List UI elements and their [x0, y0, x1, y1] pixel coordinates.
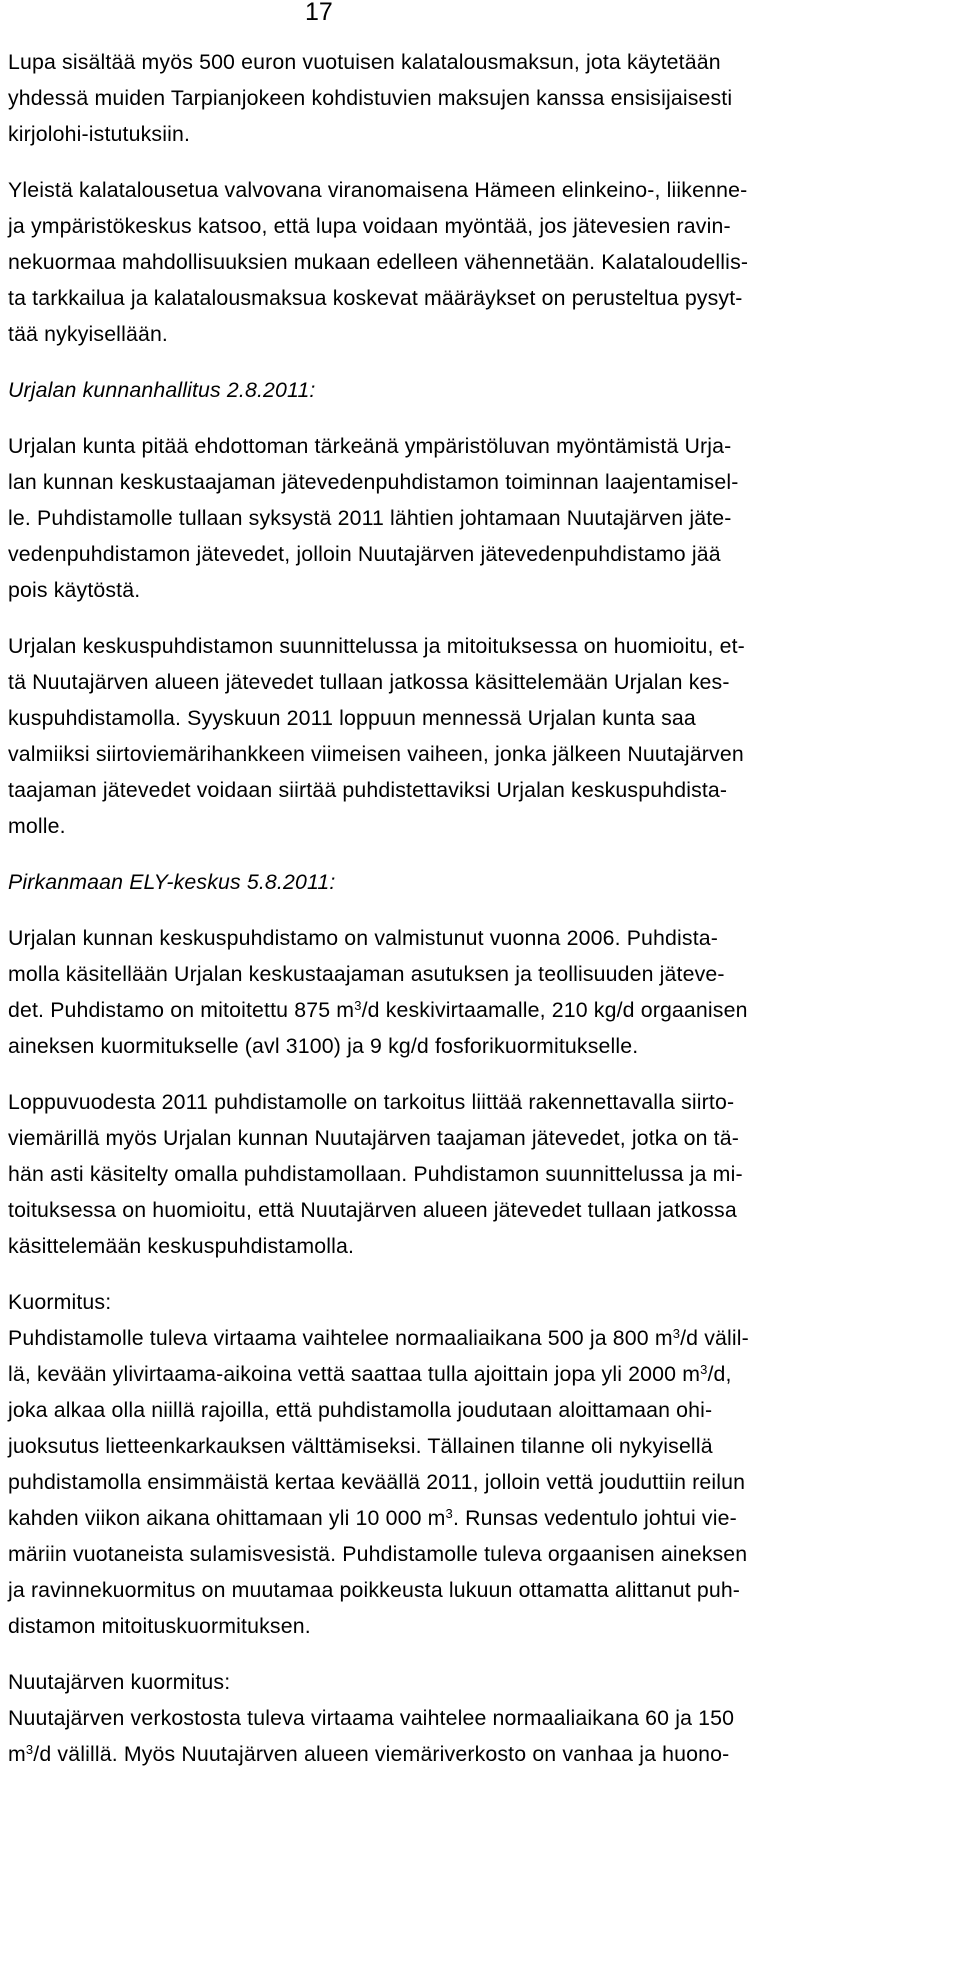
text-line — [8, 1320, 749, 1356]
text-line: Lupa sisältää myös 500 euron vuotuisen kalatalousmaksun, jota käytetään — [8, 50, 721, 74]
section-heading: Pirkanmaan ELY-keskus 5.8.2011: — [8, 870, 336, 894]
superscript: 3 — [700, 1362, 708, 1377]
superscript: 3 — [445, 1506, 453, 1521]
text-line — [8, 1736, 729, 1772]
text-line: toituksessa on huomioitu, että Nuutajärven alueen jätevedet tullaan jatkossa — [8, 1198, 737, 1222]
text-line: joka alkaa olla niillä rajoilla, että puhdistamolla joudutaan aloittamaan ohi- — [8, 1398, 713, 1422]
text-line: ja ympäristökeskus katsoo, että lupa voidaan myöntää, jos jätevesien ravin- — [8, 214, 731, 238]
text-line — [8, 992, 748, 1028]
text-line: kuspuhdistamolla. Syyskuun 2011 loppuun mennessä Urjalan kunta saa — [8, 706, 696, 730]
text-line: pois käytöstä. — [8, 578, 141, 602]
text-line: juoksutus lietteenkarkauksen välttämiseksi. Tällainen tilanne oli nykyisellä — [8, 1434, 713, 1458]
superscript: 3 — [25, 1742, 34, 1757]
text-span: det. Puhdistamo on mitoitettu 875 m — [8, 998, 355, 1022]
text-line: lan kunnan keskustaajaman jätevedenpuhdistamon toiminnan laajentamisel- — [8, 470, 739, 494]
text-line: viemärillä myös Urjalan kunnan Nuutajärven taajaman jätevedet, jotka on tä- — [8, 1126, 739, 1150]
superscript: 3 — [672, 1326, 681, 1341]
text-line: ta tarkkailua ja kalatalousmaksua koskevat määräykset on perusteltua pysyt- — [8, 286, 743, 310]
text-line: Urjalan kunnan keskuspuhdistamo on valmistunut vuonna 2006. Puhdista- — [8, 926, 719, 950]
section-heading: Kuormitus: — [8, 1290, 112, 1314]
section-heading: Nuutajärven kuormitus: — [8, 1670, 231, 1694]
text-span: . Runsas vedentulo johtui vie- — [452, 1506, 737, 1530]
text-span: kahden viikon aikana ohittamaan yli 10 000 m — [8, 1506, 446, 1530]
text-line: Nuutajärven verkostosta tuleva virtaama vaihtelee normaaliaikana 60 ja 150 — [8, 1706, 735, 1730]
text-line: Yleistä kalatalousetua valvovana viranomaisena Hämeen elinkeino-, liikenne- — [8, 178, 748, 202]
text-line: le. Puhdistamolle tullaan syksystä 2011 lähtien johtamaan Nuutajärven jäte- — [8, 506, 732, 530]
text-line: molla käsitellään Urjalan keskustaajaman asutuksen ja teollisuuden jäteve- — [8, 962, 725, 986]
text-span: /d välil- — [680, 1326, 749, 1350]
text-line: nekuormaa mahdollisuuksien mukaan edelleen vähennetään. Kalataloudellis- — [8, 250, 749, 274]
text-line: molle. — [8, 814, 66, 838]
text-line: tää nykyisellään. — [8, 322, 168, 346]
text-line: valmiiksi siirtoviemärihankkeen viimeisen vaiheen, jonka jälkeen Nuutajärven — [8, 742, 744, 766]
text-span: /d keskivirtaamalle, 210 kg/d orgaanisen — [361, 998, 748, 1022]
text-span: /d välillä. Myös Nuutajärven alueen viemäriverkosto on vanhaa ja huono- — [33, 1742, 730, 1766]
text-line — [8, 1500, 737, 1536]
text-line: ja ravinnekuormitus on muutamaa poikkeusta lukuun ottamatta alittanut puh- — [8, 1578, 741, 1602]
text-line: aineksen kuormitukselle (avl 3100) ja 9 kg/d fosforikuormitukselle. — [8, 1034, 639, 1058]
text-line: puhdistamolla ensimmäistä kertaa keväällä 2011, jolloin vettä jouduttiin reilun — [8, 1470, 746, 1494]
section-heading: Urjalan kunnanhallitus 2.8.2011: — [8, 378, 316, 402]
text-line: käsittelemään keskuspuhdistamolla. — [8, 1234, 355, 1258]
text-line: Loppuvuodesta 2011 puhdistamolle on tarkoitus liittää rakennettavalla siirto- — [8, 1090, 735, 1114]
text-line: märiin vuotaneista sulamisvesistä. Puhdistamolle tuleva orgaanisen aineksen — [8, 1542, 748, 1566]
superscript: 3 — [354, 998, 362, 1013]
text-line: kirjolohi-istutuksiin. — [8, 122, 191, 146]
text-line: distamon mitoituskuormituksen. — [8, 1614, 311, 1638]
text-line: hän asti käsitelty omalla puhdistamollaan. Puhdistamon suunnittelussa ja mi- — [8, 1162, 743, 1186]
text-line: tä Nuutajärven alueen jätevedet tullaan jatkossa käsittelemään Urjalan kes- — [8, 670, 730, 694]
text-span: Puhdistamolle tuleva virtaama vaihtelee normaaliaikana 500 ja 800 m — [8, 1326, 673, 1350]
text-span: m — [8, 1742, 26, 1766]
text-line: taajaman jätevedet voidaan siirtää puhdistettaviksi Urjalan keskuspuhdista- — [8, 778, 728, 802]
text-line: Urjalan kunta pitää ehdottoman tärkeänä ympäristöluvan myöntämistä Urja- — [8, 434, 732, 458]
text-line — [8, 1356, 732, 1392]
text-line: vedenpuhdistamon jätevedet, jolloin Nuutajärven jätevedenpuhdistamo jää — [8, 542, 721, 566]
text-span: lä, kevään ylivirtaama-aikoina vettä saattaa tulla ajoittain jopa yli 2000 m — [8, 1362, 701, 1386]
text-line: yhdessä muiden Tarpianjokeen kohdistuvien maksujen kanssa ensisijaisesti — [8, 86, 733, 110]
page-number: 17 — [305, 0, 333, 26]
text-line: Urjalan keskuspuhdistamon suunnittelussa ja mitoituksessa on huomioitu, et- — [8, 634, 745, 658]
text-span: /d, — [707, 1362, 732, 1386]
